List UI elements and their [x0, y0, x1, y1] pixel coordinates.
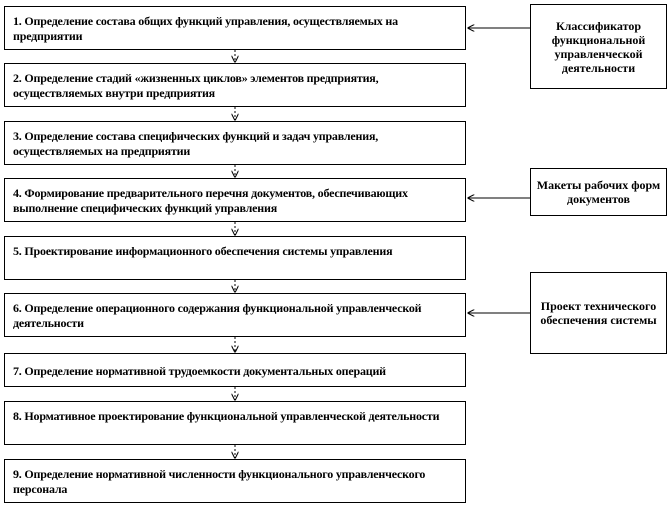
input-document-layouts-text: Макеты рабочих форм документов — [536, 178, 661, 206]
input-technical-support-text: Проект технического обеспечения системы — [540, 299, 657, 327]
step-7-text: 7. Определение нормативной трудоемкости документальных операций — [13, 364, 386, 378]
step-3-text: 3. Определение состава специфических функций и задач управления, осуществляемых на предприятии — [13, 129, 379, 158]
step-4-text: 4. Формирование предварительного перечня документов, обеспечивающих выполнение специфических функций управления — [13, 186, 408, 215]
step-6-text: 6. Определение операционного содержания функциональной управленческой деятельности — [13, 301, 422, 330]
step-2-text: 2. Определение стадий «жизненных циклов» элементов предприятия, осуществляемых внутри предприятия — [13, 71, 379, 100]
input-classifier-text: Классификатор функциональной управленческой деятельности — [551, 18, 646, 75]
step-1-text: 1. Определение состава общих функций управления, осуществляемых на предприятии — [13, 14, 398, 43]
step-8-text: 8. Нормативное проектирование функциональной управленческой деятельности — [13, 409, 440, 423]
step-9-text: 9. Определение нормативной численности функционального управленческого персонала — [13, 467, 426, 496]
step-5-text: 5. Проектирование информационного обеспечения системы управления — [13, 244, 393, 258]
